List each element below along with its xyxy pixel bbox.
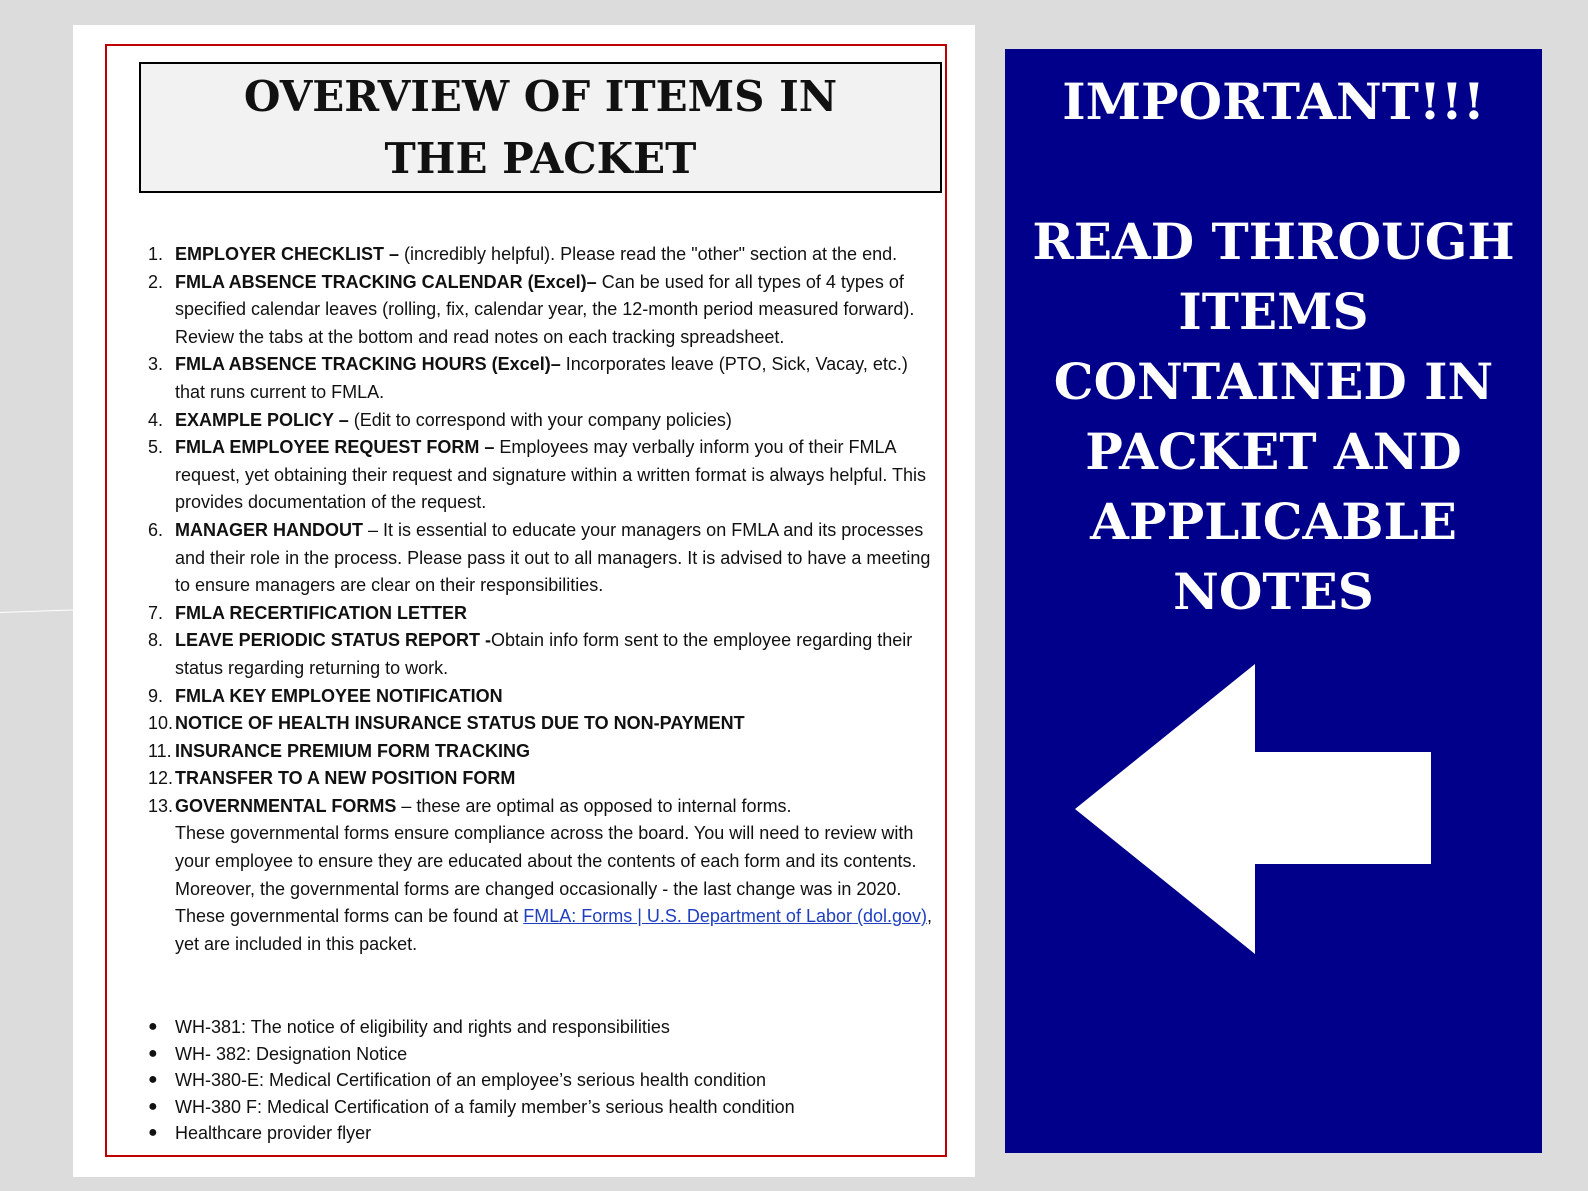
item-title: TRANSFER TO A NEW POSITION FORM [175,768,516,789]
document-title-box [139,62,942,193]
item-description: Incorporates leave (PTO, Sick, Vacay, etc.) that runs current to FMLA. [175,354,908,402]
list-item [148,627,938,682]
list-item [148,738,938,766]
item-number: 7. [148,602,164,623]
list-item [148,710,938,738]
item-number: 13. [148,795,174,816]
items-list [148,241,938,958]
bullet-dot-icon: ● [148,1097,158,1115]
item-number: 1. [148,244,164,264]
governmental-forms-link-line [148,903,938,958]
item-number: 11. [148,740,172,761]
arrow-left-icon [1075,664,1435,954]
list-item [148,269,938,352]
panel-heading: IMPORTANT!!! [1062,72,1485,131]
dol-forms-link[interactable]: FMLA: Forms | U.S. Department of Labor (dol.gov) [523,906,928,927]
item-title: LEAVE PERIODIC STATUS REPORT - [175,630,492,651]
item-number: 6. [148,519,164,540]
item-description: Obtain info form sent to the employee regarding their status regarding returning to work. [175,630,913,678]
item-number: 4. [148,409,164,430]
bullet-item [148,1120,938,1147]
link-suffix-text: , yet are included in this packet. [175,906,933,954]
item-title: EXAMPLE POLICY – [175,409,349,430]
bullet-text: WH-380 F: Medical Certification of a family member’s serious health condition [175,1096,795,1117]
item-title: FMLA ABSENCE TRACKING HOURS (Excel)– [175,354,561,375]
item-number: 5. [148,437,164,458]
list-item [148,793,938,821]
bullet-item [148,1041,938,1068]
item-title: FMLA EMPLOYEE REQUEST FORM – [175,437,495,458]
item-description: Employees may verbally inform you of their FMLA request, yet obtaining their request and signature within a written format is always helpful. This provides documentation of the request. [175,437,927,513]
list-item [148,407,938,435]
list-item [148,600,938,628]
list-item [148,765,938,793]
item-number: 3. [148,354,164,375]
bullet-text: WH-380-E: Medical Certification of an employee’s serious health condition [175,1070,766,1091]
bullet-text: WH-381: The notice of eligibility and rights and responsibilities [175,1017,670,1037]
bullet-text: WH- 382: Designation Notice [175,1043,408,1064]
item-title: FMLA ABSENCE TRACKING CALENDAR (Excel)– [175,271,597,292]
bullet-dot-icon: ● [148,1018,158,1035]
item-description: (Edit to correspond with your company policies) [348,409,732,430]
item-number: 8. [148,630,164,651]
bullet-item [148,1094,938,1121]
bullet-item [148,1067,938,1094]
list-item [148,351,938,406]
important-panel [1005,49,1542,1153]
bullet-dot-icon: ● [148,1071,158,1089]
document-page [73,25,975,1177]
list-item [148,241,938,269]
list-item [148,517,938,600]
item-description: – It is essential to educate your managers on FMLA and its processes and their role in the process. Please pass it out to all managers. It is advised to have a meeting to ensure managers are clear on their responsibilities. [175,519,931,596]
list-item [148,683,938,711]
item-title: GOVERNMENTAL FORMS [175,795,397,816]
item-number: 10. [148,713,174,734]
item-number: 12. [148,768,174,789]
item-number: 2. [148,271,164,292]
bullet-item [148,1014,938,1041]
forms-bullet-list [148,1014,938,1147]
item-title: FMLA KEY EMPLOYEE NOTIFICATION [175,685,503,706]
item-title: INSURANCE PREMIUM FORM TRACKING [175,740,530,761]
item-description: – these are optimal as opposed to internal forms. [396,795,792,816]
item-description: (incredibly helpful). Please read the "other" section at the end. [399,244,898,264]
item-description: Can be used for all types of 4 types of specified calendar leaves (rolling, fix, calendar year, the 12-month period measured forward). Review the tabs at the bottom and read notes on each tracking spreadsheet. [175,271,915,347]
item-number: 9. [148,685,164,706]
item-title: NOTICE OF HEALTH INSURANCE STATUS DUE TO NON-PAYMENT [175,713,745,734]
item-title: FMLA RECERTIFICATION LETTER [175,602,467,623]
bullet-dot-icon: ● [148,1124,158,1142]
bullet-text: Healthcare provider flyer [175,1123,372,1144]
item-title: MANAGER HANDOUT [175,519,363,540]
bullet-dot-icon: ● [148,1044,158,1062]
panel-body: READ THROUGH ITEMS CONTAINED IN PACKET AND APPLICABLE NOTES [1032,212,1515,621]
list-item [148,434,938,517]
governmental-forms-paragraph: These governmental forms ensure compliance across the board. You will need to review with your employee to ensure they are educated about the contents of each form and its contents. Moreover, the governmental forms are changed occasionally - the last change was in 2020. [175,823,917,899]
link-prefix-text: These governmental forms can be found at [175,906,524,927]
document-title: OVERVIEW OF ITEMS IN THE PACKET [243,71,838,183]
item-title: EMPLOYER CHECKLIST – [175,244,400,264]
